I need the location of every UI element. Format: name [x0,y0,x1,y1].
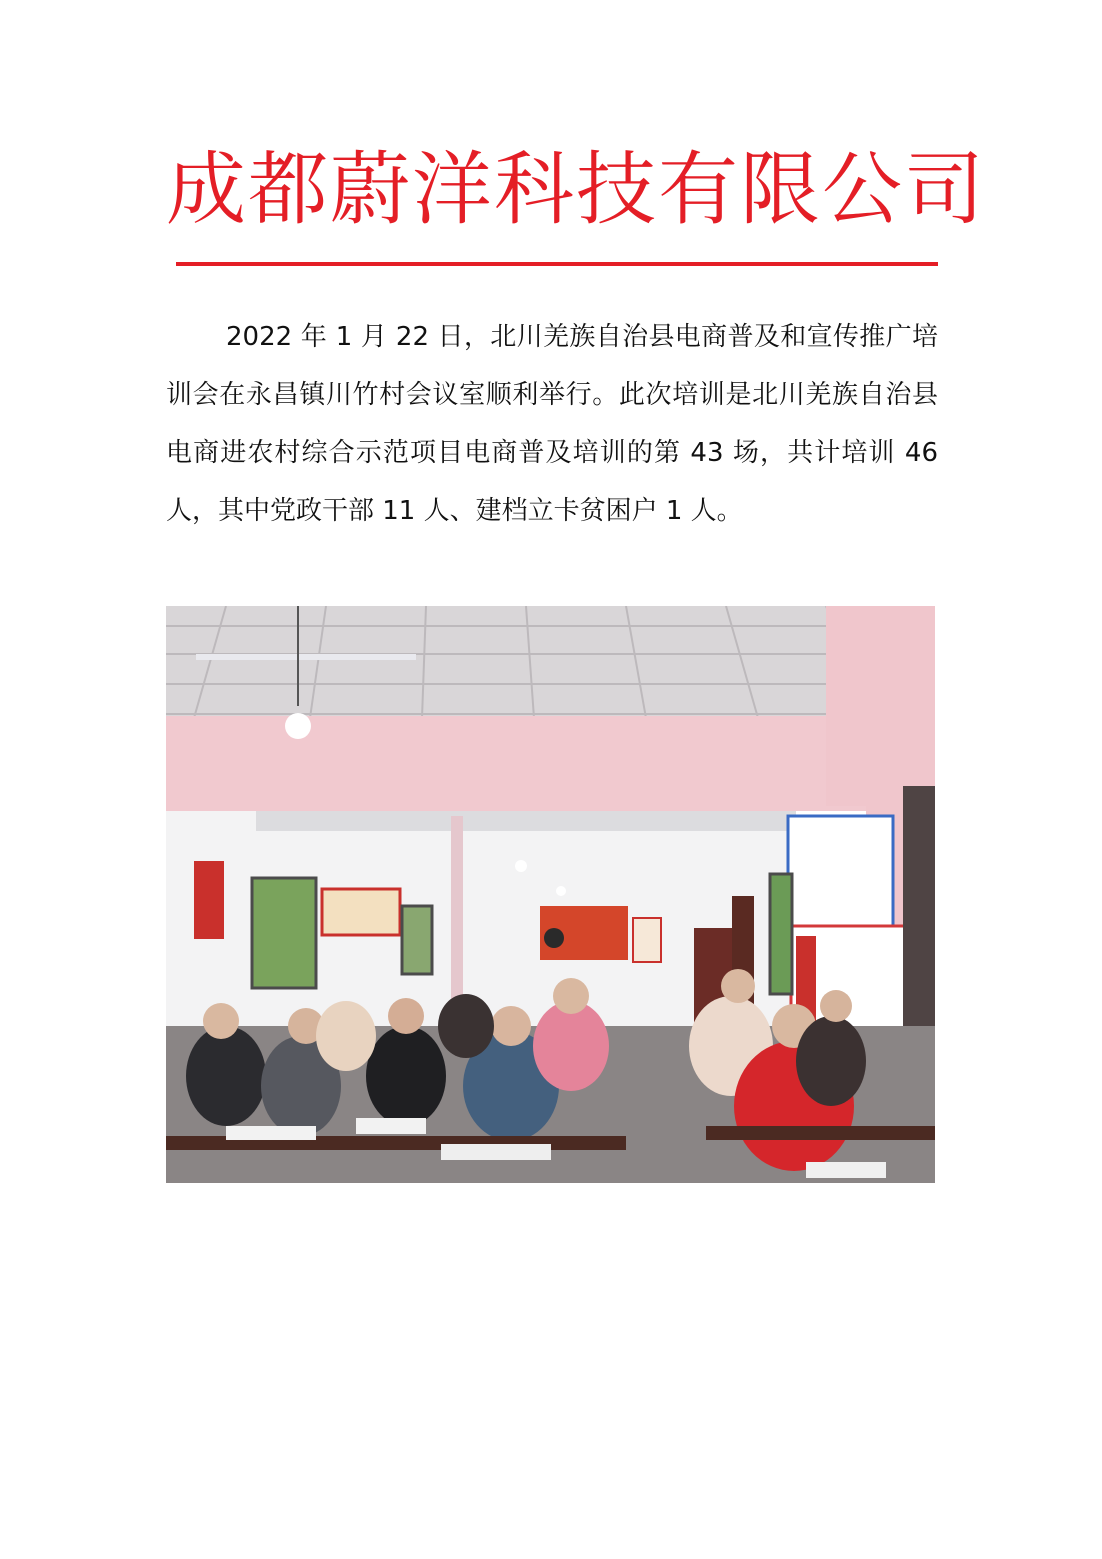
article-paragraph: 2022 年 1 月 22 日，北川羌族自治县电商普及和宣传推广培训会在永昌镇川竹村会议室顺利举行。此次培训是北川羌族自治县电商进农村综合示范项目电商普及培训的第 43 场，共计培训 46 人，其中党政干部 11 人、建档立卡贫困户 1 人。 [166,322,938,526]
letterhead-divider [176,262,938,266]
company-letterhead-title: 成都蔚洋科技有限公司 [166,143,986,236]
training-session-photo [166,606,935,1183]
